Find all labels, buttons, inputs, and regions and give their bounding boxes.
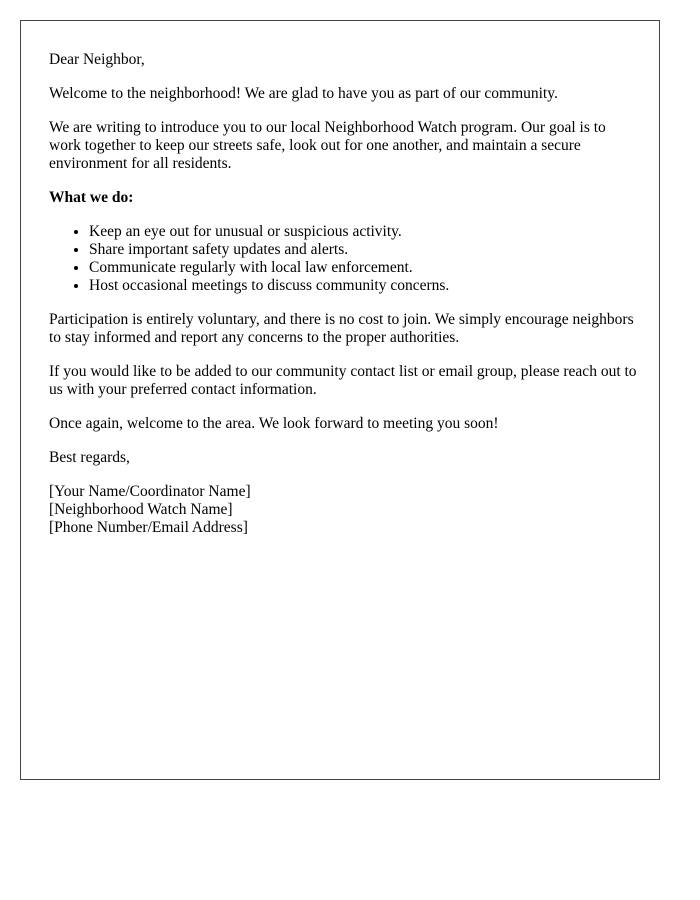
what-we-do-heading: What we do: — [49, 189, 134, 206]
signature-contact: [Phone Number/Email Address] — [49, 519, 248, 536]
intro-paragraph: We are writing to introduce you to our local Neighborhood Watch program. Our goal is to work together to keep our streets safe, look out for one another, and maintain a secure environment for all residents. — [49, 119, 606, 172]
participation-paragraph: Participation is entirely voluntary, and there is no cost to join. We simply encourage neighbors to stay informed and report any concerns to the proper authorities. — [49, 311, 634, 346]
list-item: • Share important safety updates and alerts. — [89, 241, 639, 259]
welcome-paragraph: Welcome to the neighborhood! We are glad to have you as part of our community. — [49, 85, 558, 102]
letter-page — [20, 20, 660, 780]
signature-name: [Your Name/Coordinator Name] — [49, 483, 251, 500]
signature-block — [49, 483, 639, 537]
signoff: Best regards, — [49, 449, 130, 466]
salutation: Dear Neighbor, — [49, 51, 145, 68]
signature-organization: [Neighborhood Watch Name] — [49, 501, 233, 518]
list-item: • Host occasional meetings to discuss community concerns. — [89, 277, 639, 295]
closing-paragraph: Once again, welcome to the area. We look forward to meeting you soon! — [49, 415, 499, 432]
letter-body — [49, 51, 639, 537]
list-item: • Communicate regularly with local law enforcement. — [89, 259, 639, 277]
contact-paragraph: If you would like to be added to our community contact list or email group, please reach out to us with your preferred contact information. — [49, 363, 637, 398]
activities-list — [49, 223, 639, 295]
list-item: • Keep an eye out for unusual or suspicious activity. — [89, 223, 639, 241]
